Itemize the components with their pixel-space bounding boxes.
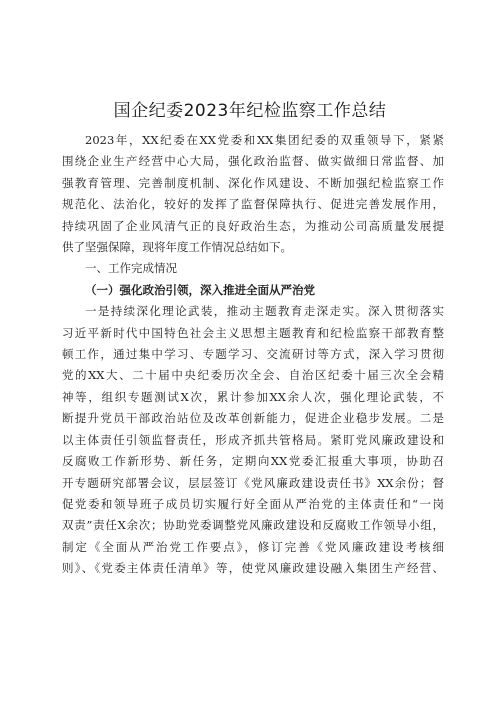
text-line: 习近平新时代中国特色社会主义思想主题教育和纪检监察干部教育整 — [62, 325, 444, 340]
section-heading: 一、工作完成情况 — [85, 261, 177, 276]
text-line: 持续巩固了企业风清气正的良好政治生态，为推动公司高质量发展提 — [62, 218, 444, 233]
text-line: 以主体责任引领监督责任，形成齐抓共管格局。紧盯党风廉政建设和 — [62, 432, 444, 447]
text-line: 制定《全面从严治党工作要点》，修订完善《党风廉政建设考核细 — [62, 539, 444, 554]
text-line: 神等，组织专题测试X次，累计参加XX余人次，强化理论武装，不 — [62, 389, 444, 404]
document-title: 国企纪委2023年纪检监察工作总结 — [113, 101, 387, 121]
text-line: 供了坚强保障，现将年度工作情况总结如下。 — [62, 240, 292, 255]
text-line: 强教育管理、完善制度机制、深化作风建设、不断加强纪检监察工作 — [62, 175, 444, 190]
text-line: 断提升党员干部政治站位及改革创新能力，促进企业稳步发展。二是 — [62, 411, 444, 426]
text-line: 则》、《党委主体责任清单》等，使党风廉政建设融入集团生产经营、 — [62, 561, 444, 576]
text-line: 反腐败工作新形势、新任务，定期向XX党委汇报重大事项，协助召 — [62, 454, 444, 469]
text-line: 双责”责任X余次；协助党委调整党风廉政建设和反腐败工作领导小组， — [62, 518, 444, 533]
text-line: 围绕企业生产经营中心大局，强化政治监督、做实做细日常监督、加 — [62, 154, 444, 169]
text-line: 开专题研究部署会议，层层签订《党风廉政建设责任书》XX余份；督 — [62, 475, 444, 490]
subsection-heading: （一）强化政治引领，深入推进全面从严治党 — [85, 282, 315, 297]
body-paragraph — [62, 301, 444, 579]
text-line: 2023年，XX纪委在XX党委和XX集团纪委的双重领导下，紧紧 — [85, 133, 444, 147]
text-line: 顿工作，通过集中学习、专题学习、交流研讨等方式，深入学习贯彻 — [62, 347, 444, 362]
document-body — [62, 130, 444, 580]
text-line: 一是持续深化理论武装，推动主题教育走深走实。深入贯彻落实 — [85, 304, 444, 319]
text-line: 规范化、法治化，较好的发挥了监督保障执行、促进完善发展作用， — [62, 197, 444, 212]
text-line: 促党委和领导班子成员切实履行好全面从严治党的主体责任和“一岗 — [62, 496, 444, 511]
text-line: 党的XX大、二十届中央纪委历次全会、自治区纪委十届三次全会精 — [62, 368, 444, 383]
intro-paragraph — [62, 130, 444, 258]
